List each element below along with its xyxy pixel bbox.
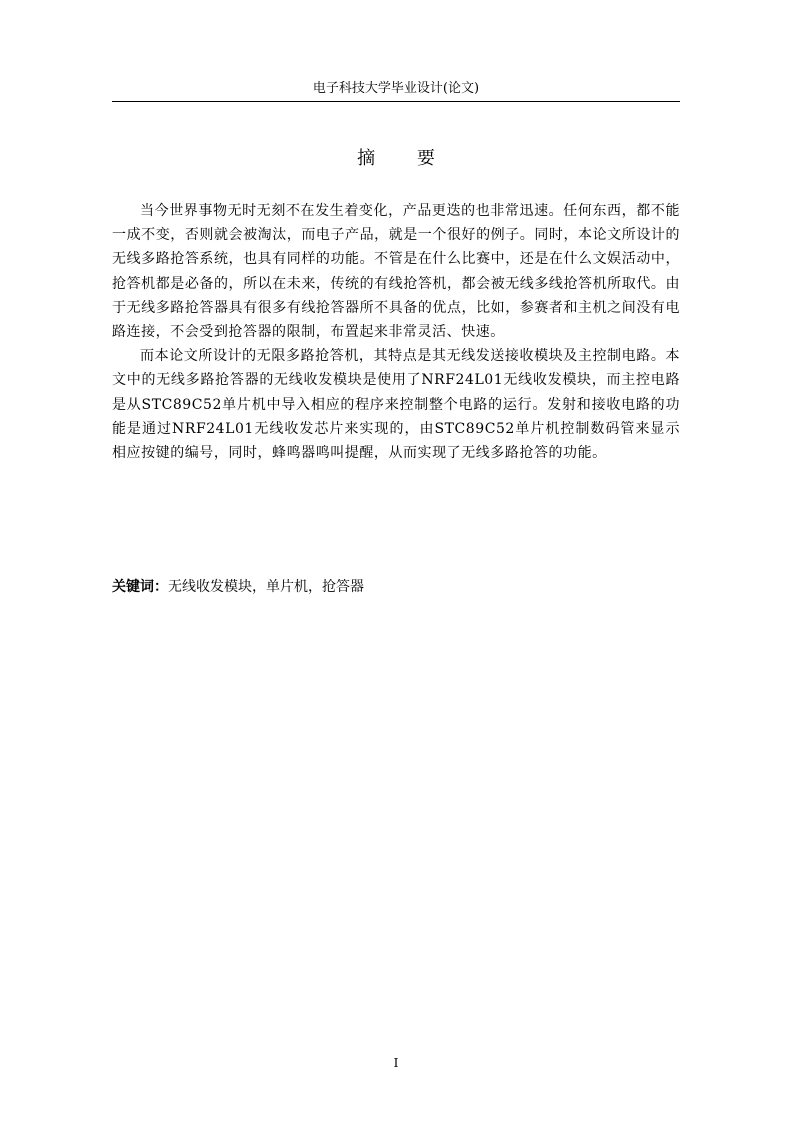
page-number: I [393,1056,399,1070]
abstract-paragraph-1: 当今世界事物无时无刻不在发生着变化，产品更迭的也非常迅速。任何东西，都不能一成不变，否则就会被淘汰，而电子产品，就是一个很好的例子。同时，本论文所设计的无线多路抢答系统，也具有同样的功能。不管是在什么比赛中，还是在什么文娱活动中，抢答机都是必备的，所以在未来，传统的有线抢答机，都会被无线多线抢答机所取代。由于无线多路抢答器具有很多有线抢答器所不具备的优点，比如，参赛者和主机之间没有电路连接，不会受到抢答器的限制，布置起来非常灵活、快速。 [112,203,680,341]
abstract-body [112,199,680,465]
keywords-text: 无线收发模块，单片机，抢答器 [168,579,364,595]
keywords-line [112,576,680,598]
header-divider [112,101,680,102]
page-header: 电子科技大学毕业设计(论文) [312,81,480,96]
keywords-label: 关键词： [112,579,168,595]
abstract-heading: 摘 要 [357,148,453,169]
abstract-paragraph-2: 而本论文所设计的无限多路抢答机，其特点是其无线发送接收模块及主控制电路。本文中的无线多路抢答器的无线收发模块是使用了NRF24L01无线收发模块，而主控电路是从STC89C52单片机中导入相应的程序来控制整个电路的运行。发射和接收电路的功能是通过NRF24L01无线收发芯片来实现的，由STC89C52单片机控制数码管来显示相应按键的编号，同时，蜂鸣器鸣叫提醒，从而实现了无线多路抢答的功能。 [112,348,680,462]
